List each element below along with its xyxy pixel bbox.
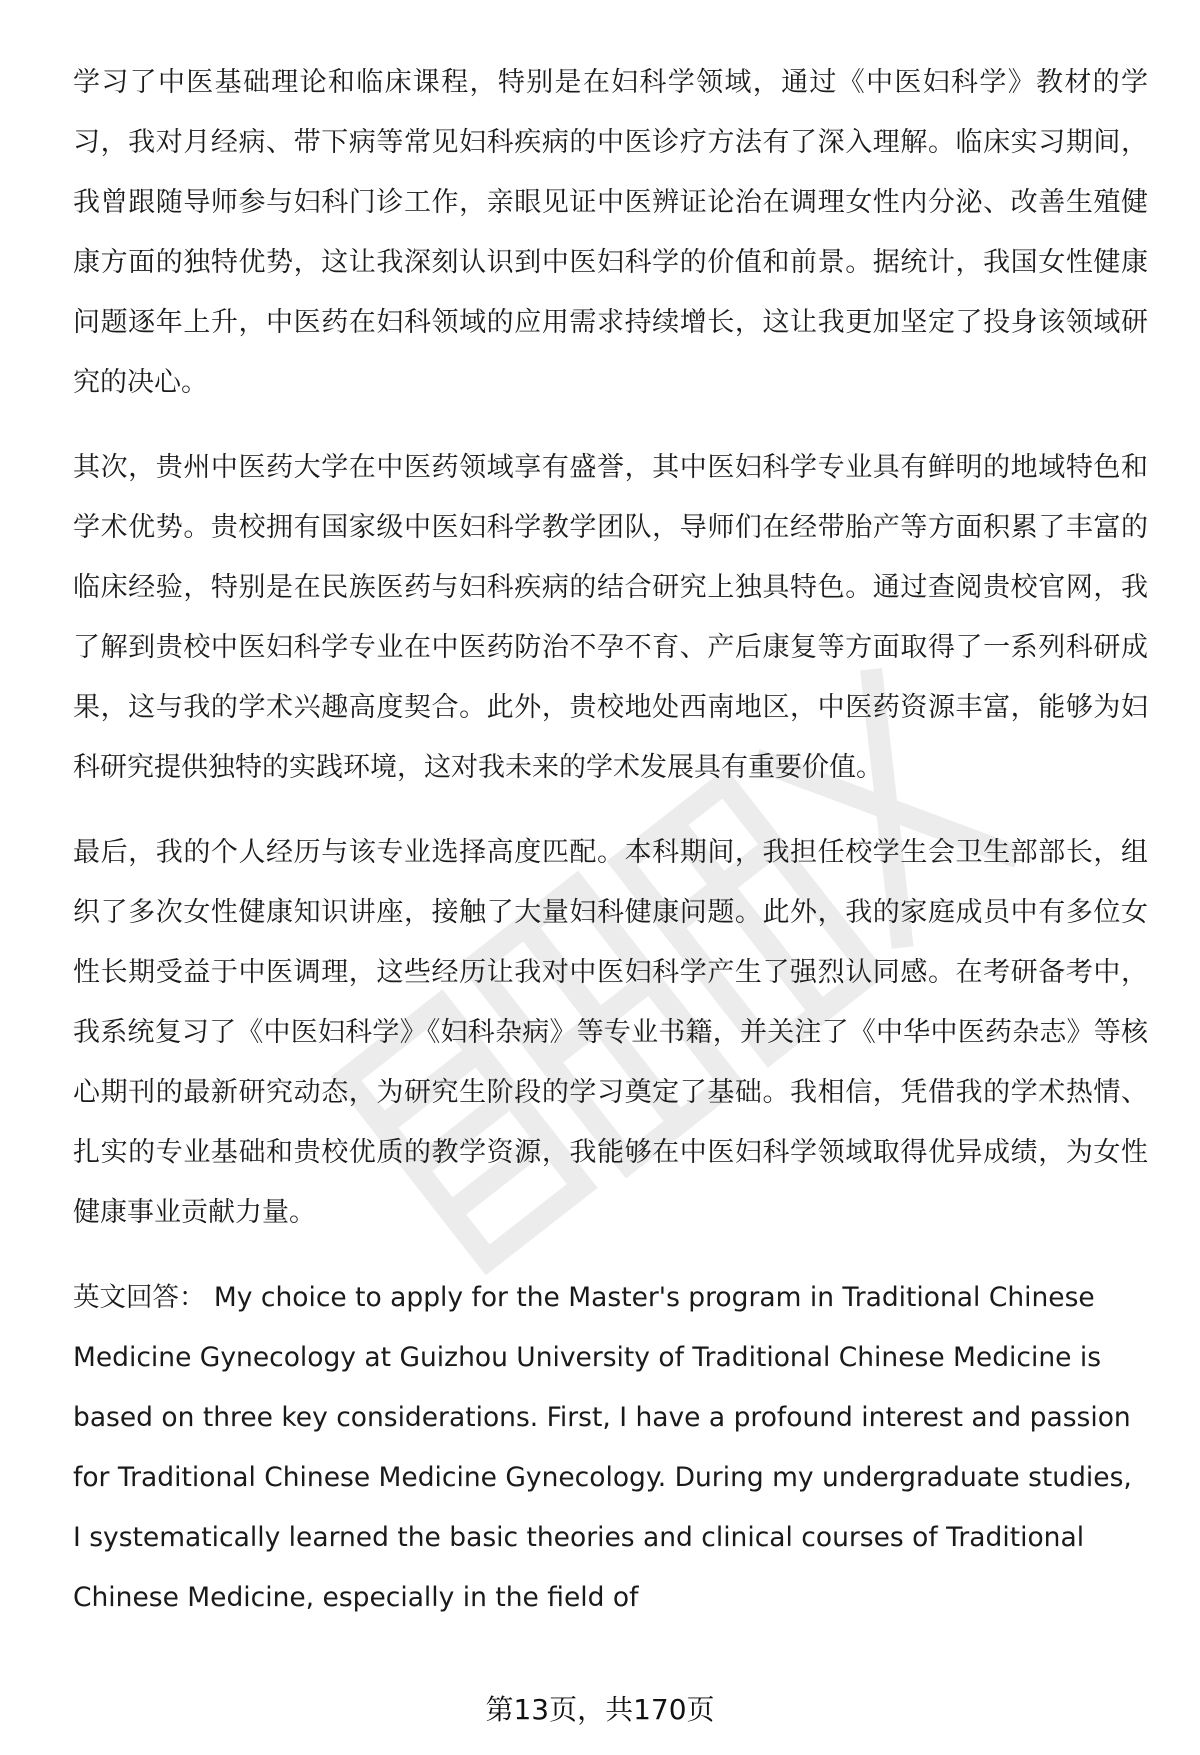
document-body [73, 53, 1148, 1628]
page-number-footer: 第13页，共170页 [485, 1693, 715, 1726]
english-answer-paragraph: 英文回答： My choice to apply for the Master's program in Traditional Chinese Medicine Gynecology at Guizhou University of Traditional Chinese Medicine is based on three key considerations. First, I have a profound interest and passion for Traditional Chinese Medicine Gynecology. During my undergraduate studies, I systematically learned the basic theories and clinical courses of Traditional Chinese Medicine, especially in the field of [73, 1282, 1132, 1613]
paragraph-2: 其次，贵州中医药大学在中医药领域享有盛誉，其中医妇科学专业具有鲜明的地域特色和学术优势。贵校拥有国家级中医妇科学教学团队，导师们在经带胎产等方面积累了丰富的临床经验，特别是在民族医药与妇科疾病的结合研究上独具特色。通过查阅贵校官网，我了解到贵校中医妇科学专业在中医药防治不孕不育、产后康复等方面取得了一系列科研成果，这与我的学术兴趣高度契合。此外，贵校地处西南地区，中医药资源丰富，能够为妇科研究提供独特的实践环境，这对我未来的学术发展具有重要价值。 [73, 452, 1148, 783]
paragraph-1: 学习了中医基础理论和临床课程，特别是在妇科学领域，通过《中医妇科学》教材的学习，我对月经病、带下病等常见妇科疾病的中医诊疗方法有了深入理解。临床实习期间，我曾跟随导师参与妇科门诊工作，亲眼见证中医辨证论治在调理女性内分泌、改善生殖健康方面的独特优势，这让我深刻认识到中医妇科学的价值和前景。据统计，我国女性健康问题逐年上升，中医药在妇科领域的应用需求持续增长，这让我更加坚定了投身该领域研究的决心。 [73, 67, 1148, 398]
paragraph-3: 最后，我的个人经历与该专业选择高度匹配。本科期间，我担任校学生会卫生部部长，组织了多次女性健康知识讲座，接触了大量妇科健康问题。此外，我的家庭成员中有多位女性长期受益于中医调理，这些经历让我对中医妇科学产生了强烈认同感。在考研备考中，我系统复习了《中医妇科学》《妇科杂病》等专业书籍，并关注了《中华中医药杂志》等核心期刊的最新研究动态，为研究生阶段的学习奠定了基础。我相信，凭借我的学术热情、扎实的专业基础和贵校优质的教学资源，我能够在中医妇科学领域取得优异成绩，为女性健康事业贡献力量。 [73, 837, 1148, 1228]
